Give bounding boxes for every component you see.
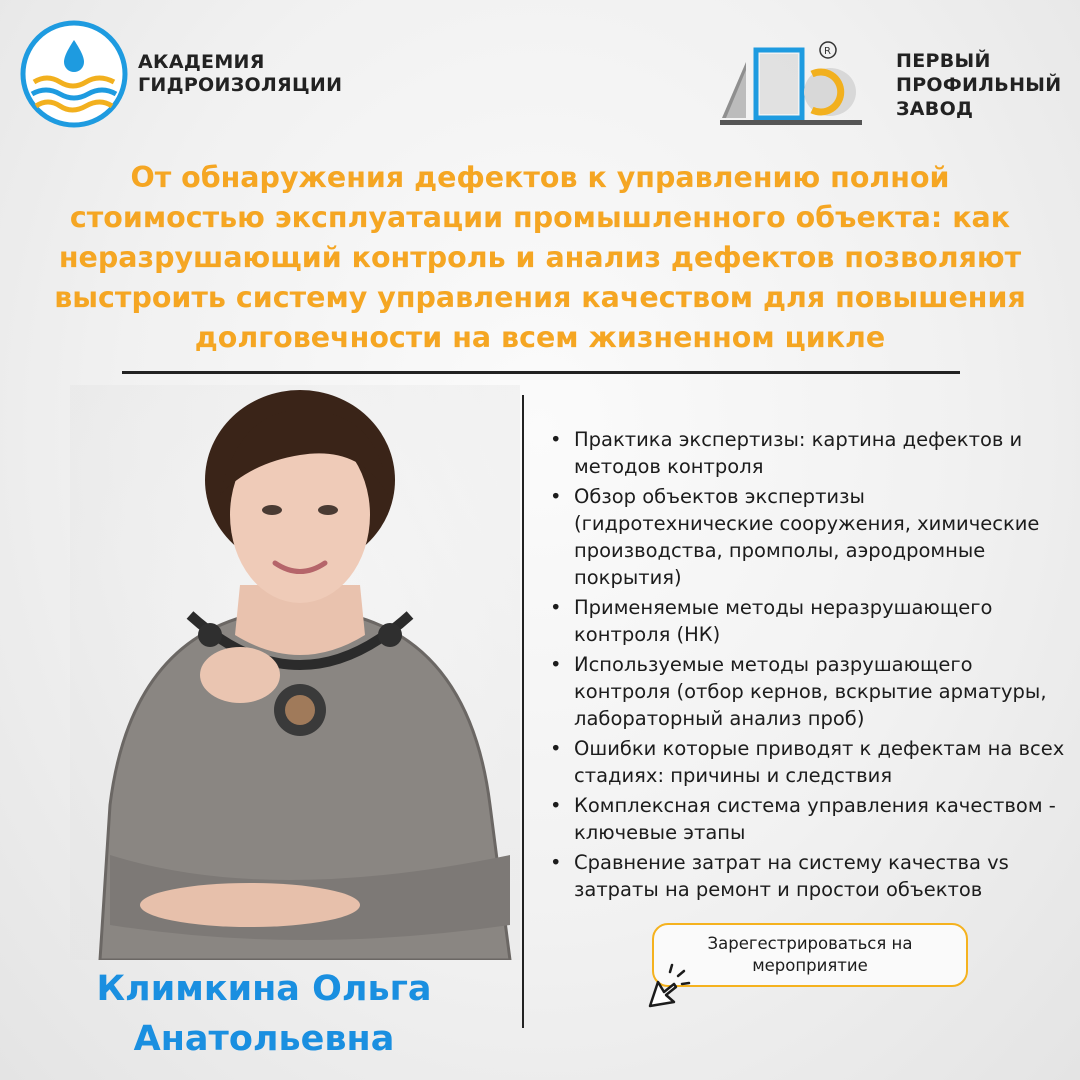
registered-mark: R [824,46,831,57]
topic-item: • Комплексная система управления качеством - ключевые этапы [550,792,1070,846]
topic-item: • Используемые методы разрушающего контроля (отбор кернов, вскрытие арматуры, лабораторный анализ проб) [550,651,1070,732]
horizontal-divider [122,371,960,374]
topic-item: • Обзор объектов экспертизы (гидротехнические сооружения, химические производства, промполы, аэродромные покрытия) [550,483,1070,591]
cursor-click-icon [642,962,694,1014]
academy-name: АКАДЕМИЯ ГИДРОИЗОЛЯЦИИ [138,51,343,96]
topics-list [550,426,1070,903]
speaker-portrait [70,385,520,960]
topic-item: • Практика экспертизы: картина дефектов и методов контроля [550,426,1070,480]
register-button[interactable] [652,923,968,987]
register-button-label: Зарегестрироваться на мероприятие [707,934,913,975]
profile-factory-logo [716,40,866,130]
topic-item: • Сравнение затрат на систему качества vs затраты на ремонт и простои объектов [550,849,1070,903]
factory-logo [716,40,1076,130]
speaker-name: Климкина Ольга Анатольевна [96,969,432,1059]
event-headline: От обнаружения дефектов к управлению полной стоимостью эксплуатации промышленного объекта: как неразрушающий контроль и анализ дефектов позволяют выстроить систему управления качеством для повышения долговечности на всем жизненном цикле [54,161,1026,354]
factory-name: ПЕРВЫЙ ПРОФИЛЬНЫЙ ЗАВОД [896,50,1062,120]
topic-item: • Применяемые методы неразрушающего контроля (НК) [550,594,1070,648]
water-drop-waves-icon [20,20,128,128]
vertical-divider [522,395,524,1028]
topic-item: • Ошибки которые приводят к дефектам на всех стадиях: причины и следствия [550,735,1070,789]
academy-logo [20,20,348,128]
